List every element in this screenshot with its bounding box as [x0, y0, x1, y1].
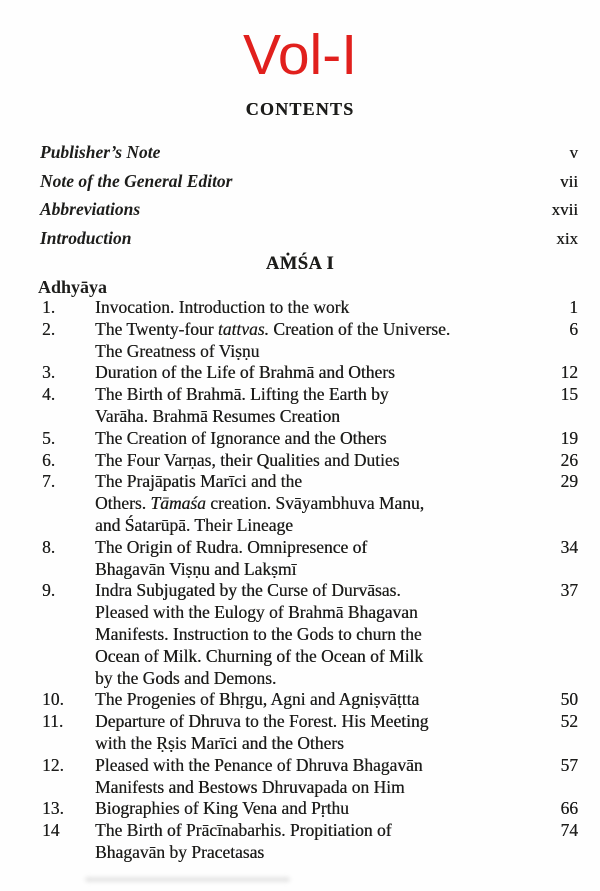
scan-smudge	[85, 877, 290, 882]
chapter-title	[95, 450, 536, 472]
chapter-page-number: 74	[560, 820, 578, 841]
chapter-title	[95, 428, 536, 450]
chapter-number: 12.	[42, 754, 64, 775]
chapter-title-line: The Birth of Prācīnabarhis. Propitiation of	[95, 820, 392, 841]
front-matter-row	[40, 199, 578, 228]
chapter-number: 11.	[42, 711, 64, 732]
chapter-page-number: 29	[560, 471, 578, 492]
chapter-title-line: Bhagavān by Pracetasas	[95, 841, 265, 862]
chapter-title-line: Pleased with the Penance of Dhruva Bhagavān	[95, 754, 423, 775]
chapter-page-number: 50	[560, 689, 578, 710]
toc-row	[42, 471, 578, 536]
chapter-title	[95, 755, 536, 799]
chapter-title-line: and Śatarūpā. Their Lineage	[95, 514, 293, 535]
chapter-page-number: 6	[569, 318, 578, 339]
toc-row	[42, 689, 578, 711]
contents-heading: CONTENTS	[245, 99, 355, 119]
chapter-number: 7.	[42, 471, 56, 492]
front-matter-row	[40, 228, 578, 257]
toc-row	[42, 798, 578, 820]
chapter-number: 8.	[42, 536, 56, 557]
chapter-title-line: Others. Tāmaśa creation. Svāyambhuva Manu,	[95, 493, 425, 514]
toc-row	[42, 537, 578, 581]
toc-row	[42, 362, 578, 384]
chapter-title-line: Pleased with the Eulogy of Brahmā Bhagavan	[95, 602, 418, 623]
chapter-number: 14	[42, 820, 60, 841]
chapter-title-line: Indra Subjugated by the Curse of Durvāsas.	[95, 580, 401, 601]
chapter-number: 5.	[42, 427, 56, 448]
toc-row	[42, 755, 578, 799]
chapter-title-line: by the Gods and Demons.	[95, 667, 277, 688]
front-matter-page-number: v	[569, 143, 578, 162]
chapter-number: 1.	[42, 297, 56, 317]
front-matter-page-number: xvii	[551, 200, 578, 219]
chapter-title-line: The Progenies of Bhṛgu, Agni and Agniṣvāṭtta	[95, 689, 420, 710]
chapter-page-number: 52	[560, 711, 578, 732]
chapter-page-number: 19	[560, 427, 578, 448]
toc-row	[42, 384, 578, 428]
front-matter-title: Abbreviations	[40, 199, 141, 219]
chapter-title-line: The Birth of Brahmā. Lifting the Earth by	[95, 384, 389, 405]
chapter-title-line: The Greatness of Viṣṇu	[95, 340, 260, 361]
toc-row	[42, 820, 578, 864]
toc-row	[42, 450, 578, 472]
chapter-title	[95, 362, 536, 384]
front-matter-list	[40, 142, 578, 256]
adhyaya-label: Adhyāya	[38, 277, 108, 297]
toc-row	[42, 711, 578, 755]
chapter-title	[95, 711, 536, 755]
front-matter-page-number: xix	[556, 228, 578, 248]
chapter-title	[95, 689, 536, 711]
front-matter-page-number: vii	[560, 171, 578, 191]
front-matter-row	[40, 171, 578, 200]
chapter-title	[95, 580, 536, 689]
chapter-title	[95, 471, 536, 536]
chapter-page-number: 57	[560, 754, 578, 775]
chapter-title	[95, 297, 536, 319]
chapter-title-line: with the Ṛṣis Marīci and the Others	[95, 732, 344, 753]
chapter-list	[42, 297, 578, 864]
chapter-number: 6.	[42, 449, 56, 470]
chapter-number: 2.	[42, 318, 56, 339]
chapter-title-line: Varāha. Brahmā Resumes Creation	[95, 405, 340, 426]
chapter-title-line: Biographies of King Vena and Pṛthu	[95, 798, 349, 819]
chapter-title	[95, 319, 536, 363]
chapter-number: 3.	[42, 362, 56, 383]
chapter-title-line: The Twenty-four tattvas. Creation of the Universe.	[95, 318, 451, 339]
toc-row	[42, 297, 578, 319]
chapter-title-line: Manifests. Instruction to the Gods to churn the	[95, 623, 422, 644]
toc-row	[42, 319, 578, 363]
chapter-title	[95, 537, 536, 581]
chapter-title-line: Departure of Dhruva to the Forest. His Meeting	[95, 711, 429, 732]
chapter-title-line: Manifests and Bestows Dhruvapada on Him	[95, 776, 405, 797]
section-heading: AṀŚA I	[265, 254, 335, 274]
chapter-title-line: The Four Varṇas, their Qualities and Duties	[95, 449, 400, 470]
chapter-number: 13.	[42, 798, 64, 819]
chapter-page-number: 37	[560, 580, 578, 601]
chapter-title-line: The Prajāpatis Marīci and the	[95, 471, 303, 492]
chapter-title-line: Ocean of Milk. Churning of the Ocean of Milk	[95, 645, 424, 666]
chapter-number: 10.	[42, 689, 64, 710]
chapter-page-number: 1	[569, 297, 578, 317]
chapter-page-number: 12	[560, 362, 578, 383]
chapter-title-line: The Origin of Rudra. Omnipresence of	[95, 536, 368, 557]
front-matter-row	[40, 142, 578, 171]
chapter-number: 4.	[42, 384, 56, 405]
volume-label: Vol-I	[242, 23, 358, 87]
chapter-page-number: 34	[560, 536, 578, 557]
toc-row	[42, 580, 578, 689]
chapter-title-line: Duration of the Life of Brahmā and Others	[95, 362, 395, 383]
chapter-page-number: 15	[560, 384, 578, 405]
chapter-title	[95, 798, 536, 820]
toc-row	[42, 428, 578, 450]
front-matter-title: Introduction	[40, 227, 132, 248]
front-matter-title: Publisher’s Note	[40, 142, 161, 162]
chapter-page-number: 66	[560, 798, 578, 819]
chapter-title	[95, 820, 536, 864]
chapter-title-line: Invocation. Introduction to the work	[95, 297, 350, 317]
chapter-title	[95, 384, 536, 428]
chapter-number: 9.	[42, 580, 56, 601]
front-matter-title: Note of the General Editor	[40, 170, 233, 191]
chapter-page-number: 26	[560, 449, 578, 470]
chapter-title-line: The Creation of Ignorance and the Others	[95, 427, 387, 448]
chapter-title-line: Bhagavān Viṣṇu and Lakṣmī	[95, 558, 297, 579]
